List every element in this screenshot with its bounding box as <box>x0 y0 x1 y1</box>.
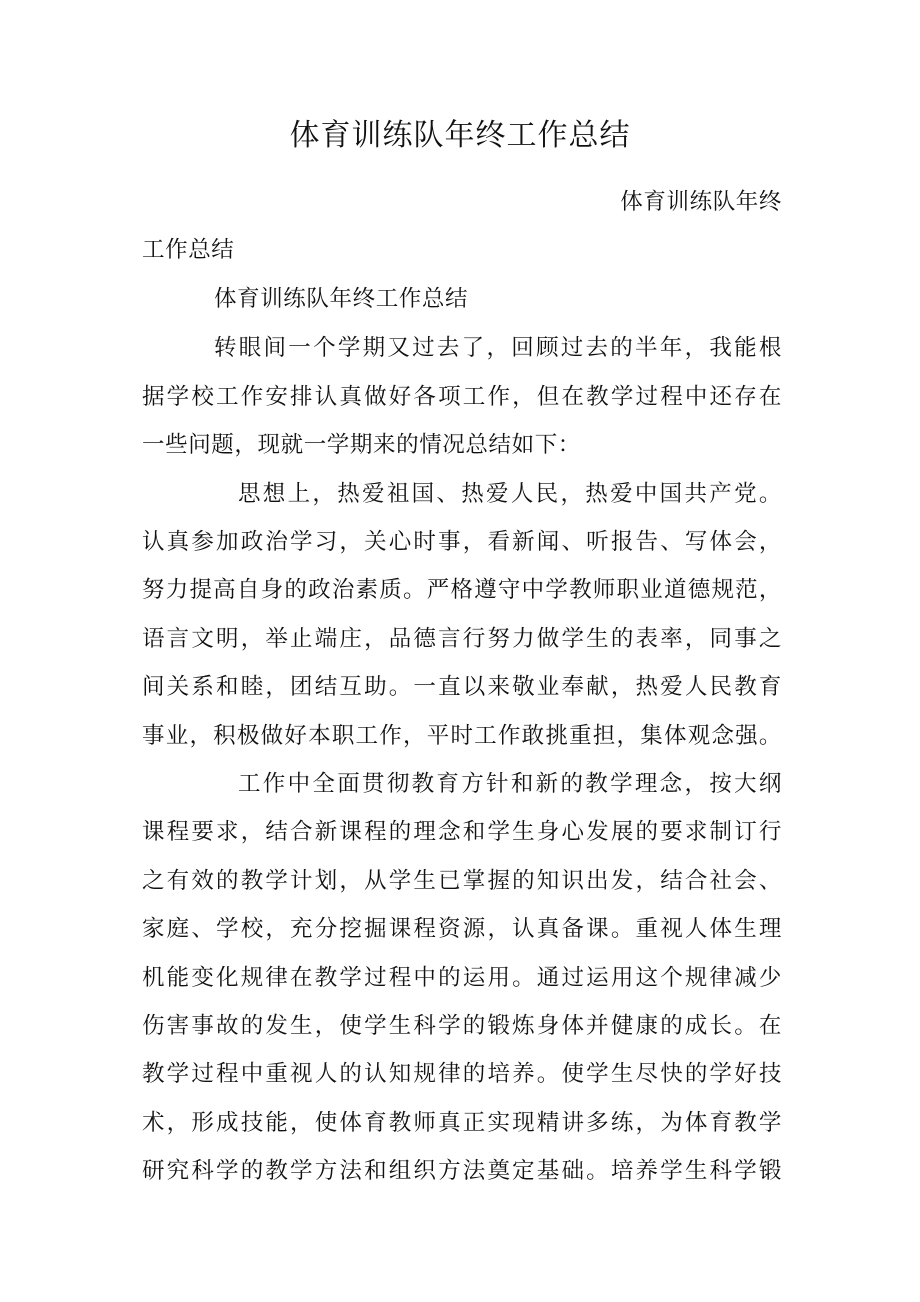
paragraph-line: 思想上，热爱祖国、热爱人民，热爱中国共产党。 <box>238 481 782 507</box>
paragraph-line: 间关系和睦，团结互助。一直以来敬业奉献，热爱人民教育 <box>142 674 782 700</box>
paragraph-line: 机能变化规律在教学过程中的运用。通过运用这个规律减少 <box>142 965 782 991</box>
subtitle-line: 体育训练队年终 <box>620 189 782 215</box>
paragraph-line: 语言文明，举止端庄，品德言行努力做学生的表率，同事之 <box>142 626 782 652</box>
paragraph-line: 研究科学的教学方法和组织方法奠定基础。培养学生科学锻 <box>142 1158 782 1184</box>
document-title: 体育训练队年终工作总结 <box>289 118 631 153</box>
paragraph-line: 课程要求，结合新课程的理念和学生身心发展的要求制订行 <box>142 819 782 845</box>
text-line: 体育训练队年终工作总结 <box>214 286 469 312</box>
paragraph-line: 教学过程中重视人的认知规律的培养。使学生尽快的学好技 <box>142 1061 782 1087</box>
paragraph-line: 之有效的教学计划，从学生已掌握的知识出发，结合社会、 <box>142 868 782 894</box>
paragraph-line: 一些问题，现就一学期来的情况总结如下： <box>142 432 581 458</box>
paragraph-line: 据学校工作安排认真做好各项工作，但在教学过程中还存在 <box>142 384 782 410</box>
paragraph-line: 转眼间一个学期又过去了，回顾过去的半年，我能根 <box>214 335 782 361</box>
paragraph-line: 事业，积极做好本职工作，平时工作敢挑重担，集体观念强。 <box>142 723 782 749</box>
paragraph-line: 工作中全面贯彻教育方针和新的教学理念，按大纲 <box>238 771 782 797</box>
paragraph-line: 术，形成技能，使体育教师真正实现精讲多练，为体育教学 <box>142 1110 782 1136</box>
paragraph-line: 认真参加政治学习，关心时事，看新闻、听报告、写体会， <box>142 529 782 555</box>
paragraph-line: 努力提高自身的政治素质。严格遵守中学教师职业道德规范， <box>142 577 782 603</box>
paragraph-line: 伤害事故的发生，使学生科学的锻炼身体并健康的成长。在 <box>142 1013 782 1039</box>
text-line: 工作总结 <box>142 237 235 263</box>
paragraph-line: 家庭、学校，充分挖掘课程资源，认真备课。重视人体生理 <box>142 916 782 942</box>
